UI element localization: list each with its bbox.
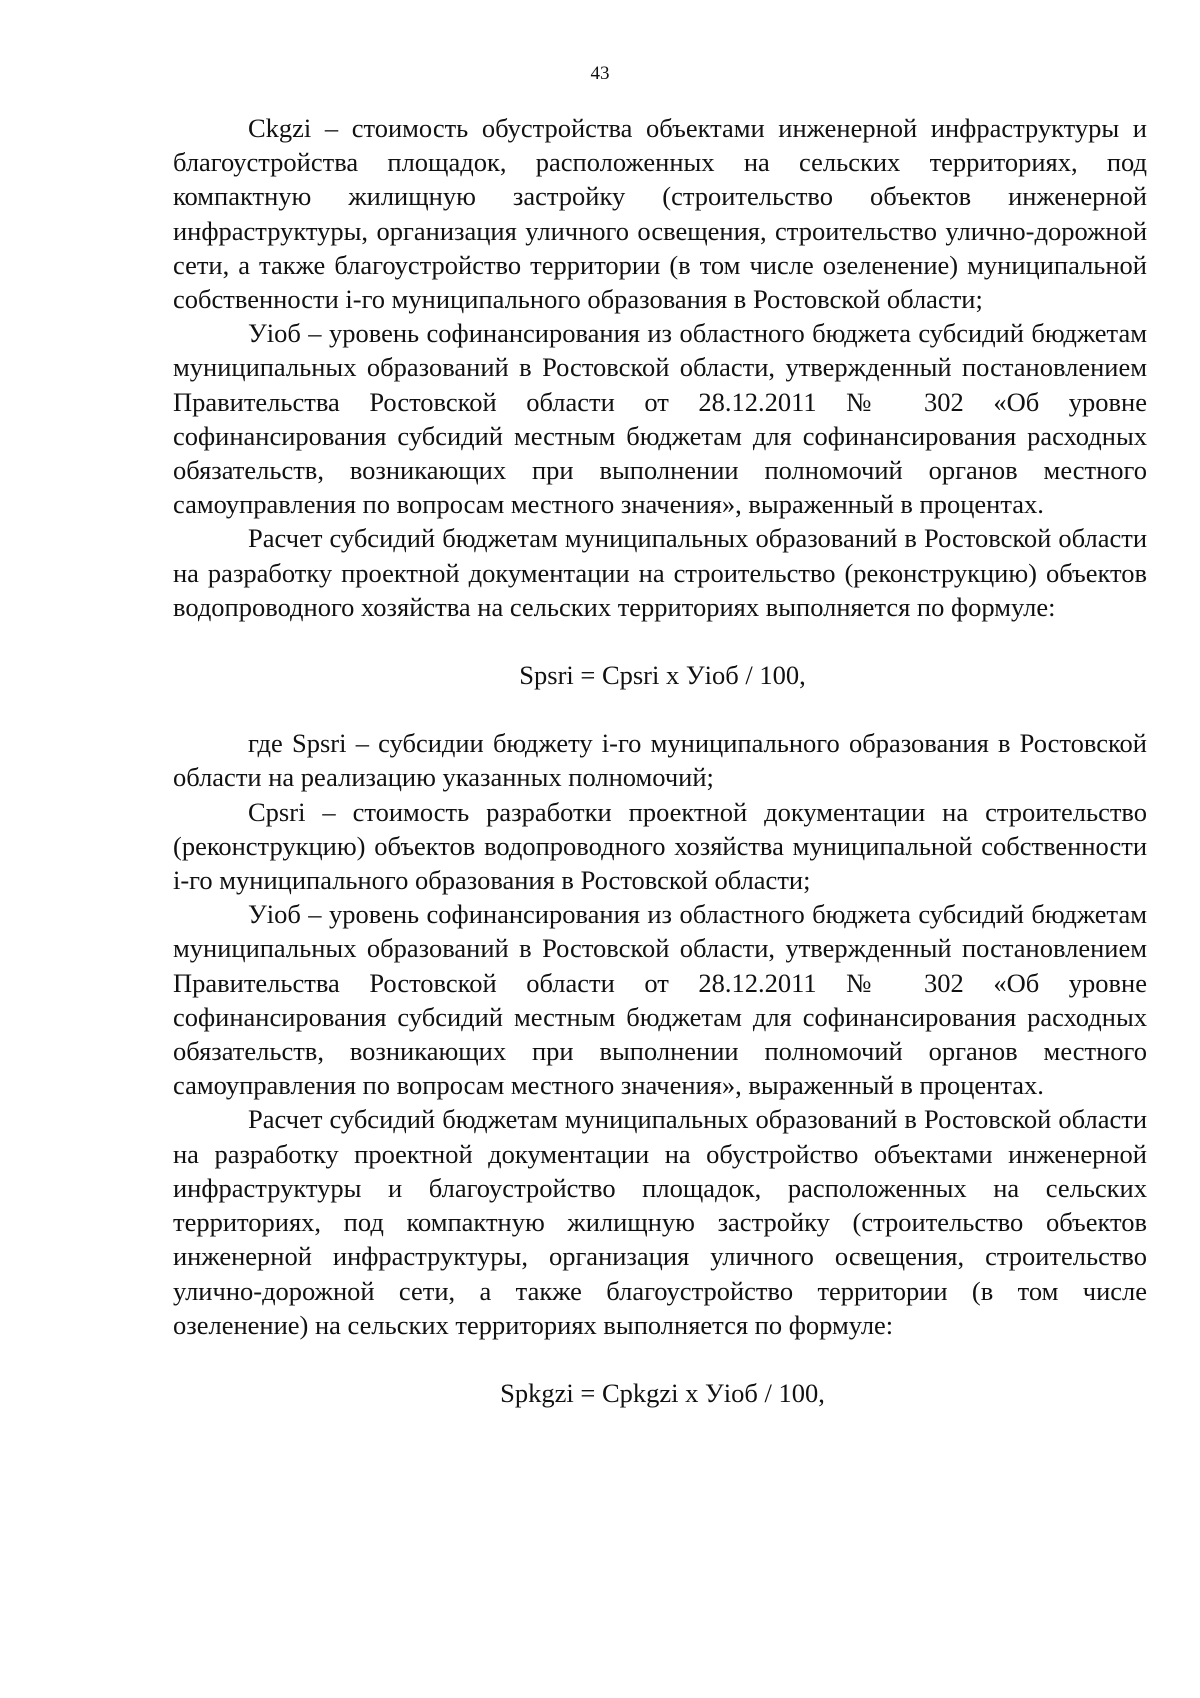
page-number: 43 — [590, 63, 610, 84]
paragraph-uiob-definition: Уioб – уровень софинансирования из областного бюджета субсидий бюджетам муниципальных образований в Ростовской области, утвержденный постановлением Правительства Ростовской области от 28.12.2011 № 302 «Об уровне софинансирования субсидий местным бюджетам для софинансирования расходных обязательств, возникающих при выполнении полномочий органов местного самоуправления по вопросам местного значения», выраженный в процентах. — [173, 318, 1147, 520]
paragraph-spsri-intro: Расчет субсидий бюджетам муниципальных образований в Ростовской области на разработку проектной документации на строительство (реконструкцию) объектов водопроводного хозяйства на сельских территориях выполняется по формуле: — [173, 523, 1147, 622]
formula-spkgzi: Spkgzi = Cpkgzi x Уioб / 100, — [500, 1377, 825, 1408]
paragraph-uiob-definition-repeat: Уioб – уровень софинансирования из областного бюджета субсидий бюджетам муниципальных образований в Ростовской области, утвержденный постановлением Правительства Ростовской области от 28.12.2011 № 302 «Об уровне софинансирования субсидий местным бюджетам для софинансирования расходных обязательств, возникающих при выполнении полномочий органов местного самоуправления по вопросам местного значения», выраженный в процентах. — [173, 899, 1147, 1101]
paragraph-ckgzi-definition: Ckgzi – стоимость обустройства объектами инженерной инфраструктуры и благоустройства площадок, расположенных на сельских территориях, под компактную жилищную застройку (строительство объектов инженерной инфраструктуры, организация уличного освещения, строительство улично-дорожной сети, а также благоустройство территории (в том числе озеленение) муниципальной собственности i-го муниципального образования в Ростовской области; — [173, 113, 1147, 315]
paragraph-spkgzi-intro: Расчет субсидий бюджетам муниципальных образований в Ростовской области на разработку проектной документации на обустройство объектами инженерной инфраструктуры и благоустройство площадок, расположенных на сельских территориях, под компактную жилищную застройку (строительство объектов инженерной инфраструктуры, организация уличного освещения, строительство улично-дорожной сети, а также благоустройство территории (в том числе озеленение) на сельских территориях выполняется по формуле: — [173, 1104, 1147, 1340]
paragraph-cpsri-definition: Cpsri – стоимость разработки проектной документации на строительство (реконструкцию) объектов водопроводного хозяйства муниципальной собственности i-го муниципального образования в Ростовской области; — [173, 796, 1147, 896]
document-body — [173, 111, 1147, 1410]
paragraph-spsri-definition: где Spsri – субсидии бюджету i-го муниципального образования в Ростовской области на реализацию указанных полномочий; — [173, 728, 1147, 793]
formula-spsri: Spsri = Cpsri x Уioб / 100, — [519, 660, 806, 691]
